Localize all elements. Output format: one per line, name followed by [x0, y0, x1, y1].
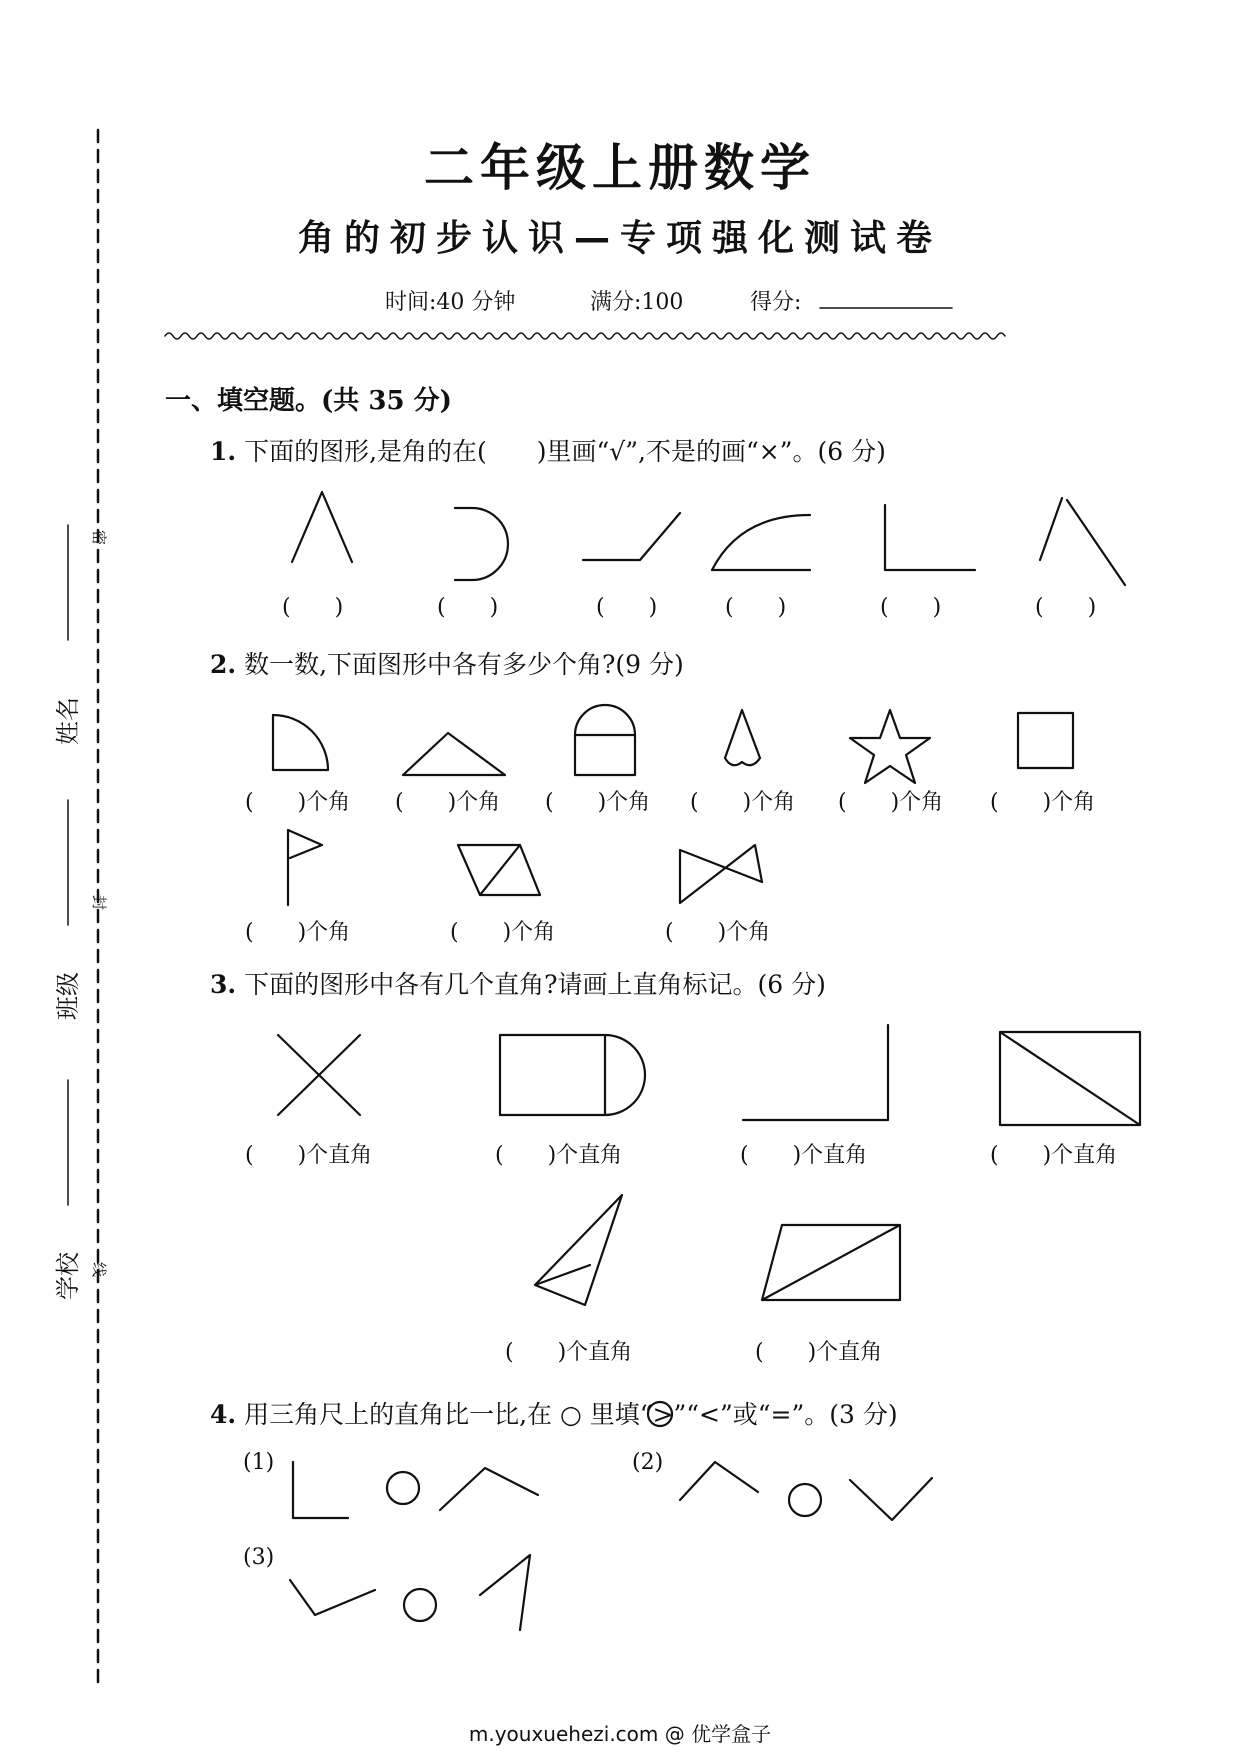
name-label: 姓名 — [54, 697, 82, 745]
school-label: 学校 — [54, 1252, 82, 1300]
question-text: 下面的图形中各有几个直角?请画上直角标记。(6 分) — [244, 970, 826, 999]
q1-shape-open-lines — [1040, 498, 1125, 585]
answer-blank[interactable]: ( ) — [725, 595, 787, 620]
q3-shape-trapezoid — [762, 1225, 900, 1300]
q2-shape-arch — [575, 705, 635, 775]
q4-angle-3a — [290, 1580, 375, 1615]
q2-shape-bowtie — [680, 845, 762, 903]
q4-angle-1a — [293, 1462, 348, 1518]
sub-question-label: (1) — [243, 1450, 275, 1475]
circle-icon — [648, 1402, 672, 1426]
seal-xian: 线 — [90, 1262, 108, 1278]
wavy-divider — [165, 333, 1005, 339]
answer-blank[interactable]: ( )个直角 — [495, 1143, 623, 1168]
sub-question-label: (3) — [243, 1545, 275, 1570]
q2-shape-square — [1018, 713, 1073, 768]
question-number: 1. — [210, 437, 237, 466]
seal-feng: 封 — [90, 895, 108, 911]
answer-blank[interactable]: ( )个角 — [545, 790, 651, 815]
q1-shape-bent-line — [583, 513, 680, 560]
q2-shape-triangle — [403, 733, 505, 775]
answer-blank[interactable]: ( ) — [596, 595, 658, 620]
answer-blank[interactable]: ( ) — [1035, 595, 1097, 620]
answer-blank[interactable]: ( )个角 — [245, 920, 351, 945]
q2-shape-quarter-circle — [273, 715, 328, 770]
q4-angle-2b — [850, 1478, 932, 1520]
full-score: 满分:100 — [590, 290, 684, 315]
q2-shape-star — [850, 710, 930, 783]
compare-circle[interactable] — [789, 1484, 821, 1516]
answer-blank[interactable]: ( )个直角 — [505, 1340, 633, 1365]
q4-angle-3b — [480, 1555, 530, 1630]
seal-mi: 密 — [90, 530, 108, 546]
answer-blank[interactable]: ( )个角 — [665, 920, 771, 945]
compare-circle[interactable] — [387, 1472, 419, 1504]
answer-blank[interactable]: ( ) — [282, 595, 344, 620]
class-label: 班级 — [54, 972, 82, 1020]
answer-blank[interactable]: ( )个角 — [838, 790, 944, 815]
answer-blank[interactable]: ( )个角 — [245, 790, 351, 815]
footer-watermark: m.youxuehezi.com @ 优学盒子 — [468, 1722, 772, 1746]
q3-shape-triangle-split — [535, 1195, 622, 1305]
q2-shape-parallelogram — [458, 845, 540, 895]
compare-circle[interactable] — [404, 1589, 436, 1621]
answer-blank[interactable]: ( )个角 — [690, 790, 796, 815]
answer-blank[interactable]: ( )个角 — [450, 920, 556, 945]
question-number: 2. — [210, 650, 237, 679]
q4-angle-1b — [440, 1468, 538, 1510]
answer-blank[interactable]: ( )个直角 — [755, 1340, 883, 1365]
answer-blank[interactable]: ( )个角 — [990, 790, 1096, 815]
question-number: 4. — [210, 1400, 237, 1429]
score-label: 得分: — [750, 290, 802, 315]
q4-angle-2a — [680, 1462, 758, 1500]
q1-shape-angle — [292, 492, 352, 562]
answer-blank[interactable]: ( )个角 — [395, 790, 501, 815]
q1-shape-curve — [455, 508, 508, 580]
question-number: 3. — [210, 970, 237, 999]
q3-shape-rect-semicircle — [500, 1035, 645, 1115]
section-heading: 一、填空题。(共 35 分) — [165, 386, 452, 416]
page-title: 二年级上册数学 — [424, 139, 816, 197]
answer-blank[interactable]: ( )个直角 — [245, 1143, 373, 1168]
answer-blank[interactable]: ( ) — [880, 595, 942, 620]
answer-blank[interactable]: ( )个直角 — [990, 1143, 1118, 1168]
q3-shape-rect-diagonal — [1000, 1032, 1140, 1125]
q3-shape-corner — [743, 1025, 888, 1120]
question-text: 下面的图形,是角的在( )里画“√”,不是的画“×”。(6 分) — [244, 437, 886, 466]
question-text: 数一数,下面图形中各有多少个角?(9 分) — [244, 650, 684, 679]
answer-blank[interactable]: ( )个直角 — [740, 1143, 868, 1168]
question-text: 用三角尺上的直角比一比,在 ○ 里填“>”“<”或“=”。(3 分) — [244, 1400, 898, 1429]
q2-shape-flag — [288, 830, 322, 905]
answer-blank[interactable]: ( ) — [437, 595, 499, 620]
q1-shape-right-angle — [885, 505, 975, 570]
q2-shape-cone — [725, 710, 760, 765]
q1-shape-curved-angle — [712, 515, 810, 570]
exam-time: 时间:40 分钟 — [385, 290, 516, 315]
q3-shape-cross — [278, 1035, 360, 1115]
sub-question-label: (2) — [632, 1450, 664, 1475]
page-subtitle: 角的初步认识—专项强化测试卷 — [297, 218, 942, 259]
